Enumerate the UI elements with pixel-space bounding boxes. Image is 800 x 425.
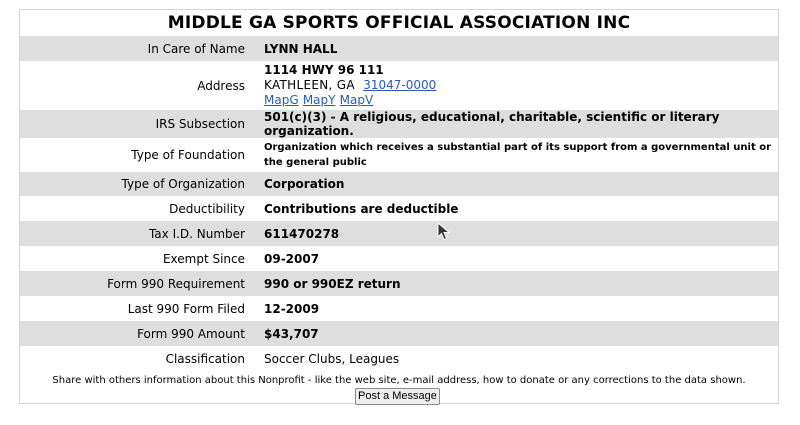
row-exempt-since (20, 246, 778, 271)
label-form-990-amount: Form 990 Amount (20, 321, 260, 346)
label-tax-id: Tax I.D. Number (20, 221, 260, 246)
row-classification (20, 346, 778, 371)
map-google-link[interactable]: MapG (264, 93, 299, 107)
value-deductibility: Contributions are deductible (264, 201, 459, 216)
value-last-990-filed: 12-2009 (264, 301, 320, 316)
row-in-care-of (20, 36, 778, 61)
value-type-of-organization: Corporation (260, 172, 778, 196)
mouse-pointer-icon (437, 222, 451, 242)
row-address (20, 61, 778, 110)
value-tax-id: 611470278 (260, 221, 778, 246)
value-form-990-requirement: 990 or 990EZ return (260, 271, 778, 296)
value-exempt-since: 09-2007 (264, 251, 320, 266)
zip-link[interactable]: 31047-0000 (363, 78, 437, 92)
details-table (20, 36, 778, 371)
label-exempt-since: Exempt Since (162, 251, 245, 266)
row-deductibility (20, 196, 778, 221)
row-tax-id (20, 221, 778, 246)
value-address (260, 61, 778, 110)
row-irs-subsection (20, 110, 778, 138)
row-type-of-foundation (20, 138, 778, 172)
row-type-of-organization (20, 172, 778, 196)
address-street: 1114 HWY 96 111 (264, 63, 384, 77)
label-classification: Classification (165, 351, 245, 366)
share-info-text: Share with others information about this Nonprofit - like the web site, e-mail address, how to donate or any corrections to the data shown. (52, 375, 746, 386)
row-last-990-filed (20, 296, 778, 321)
label-address: Address (197, 78, 245, 93)
organization-title: MIDDLE GA SPORTS OFFICIAL ASSOCIATION INC (167, 13, 631, 33)
value-in-care-of: LYNN HALL (260, 36, 778, 61)
post-message-button[interactable]: Post a Message (355, 388, 440, 405)
value-form-990-amount: $43,707 (260, 321, 778, 346)
label-deductibility: Deductibility (169, 201, 245, 216)
label-last-990-filed: Last 990 Form Filed (127, 301, 245, 316)
map-yahoo-link[interactable]: MapY (302, 93, 336, 107)
label-type-of-organization: Type of Organization (20, 172, 260, 196)
label-type-of-foundation: Type of Foundation (131, 148, 245, 162)
label-in-care-of: In Care of Name (20, 36, 260, 61)
row-form-990-requirement (20, 271, 778, 296)
map-virtual-link[interactable]: MapV (339, 93, 374, 107)
value-type-of-foundation: Organization which receives a substantial part of its support from a governmental unit or the general public (264, 142, 772, 168)
organization-card (19, 9, 779, 404)
value-classification: Soccer Clubs, Leagues (264, 351, 400, 366)
row-form-990-amount (20, 321, 778, 346)
address-city-state: KATHLEEN, GA (264, 78, 355, 92)
label-irs-subsection: IRS Subsection (20, 110, 260, 138)
value-irs-subsection: 501(c)(3) - A religious, educational, charitable, scientific or literary organization. (260, 110, 778, 138)
label-form-990-requirement: Form 990 Requirement (20, 271, 260, 296)
